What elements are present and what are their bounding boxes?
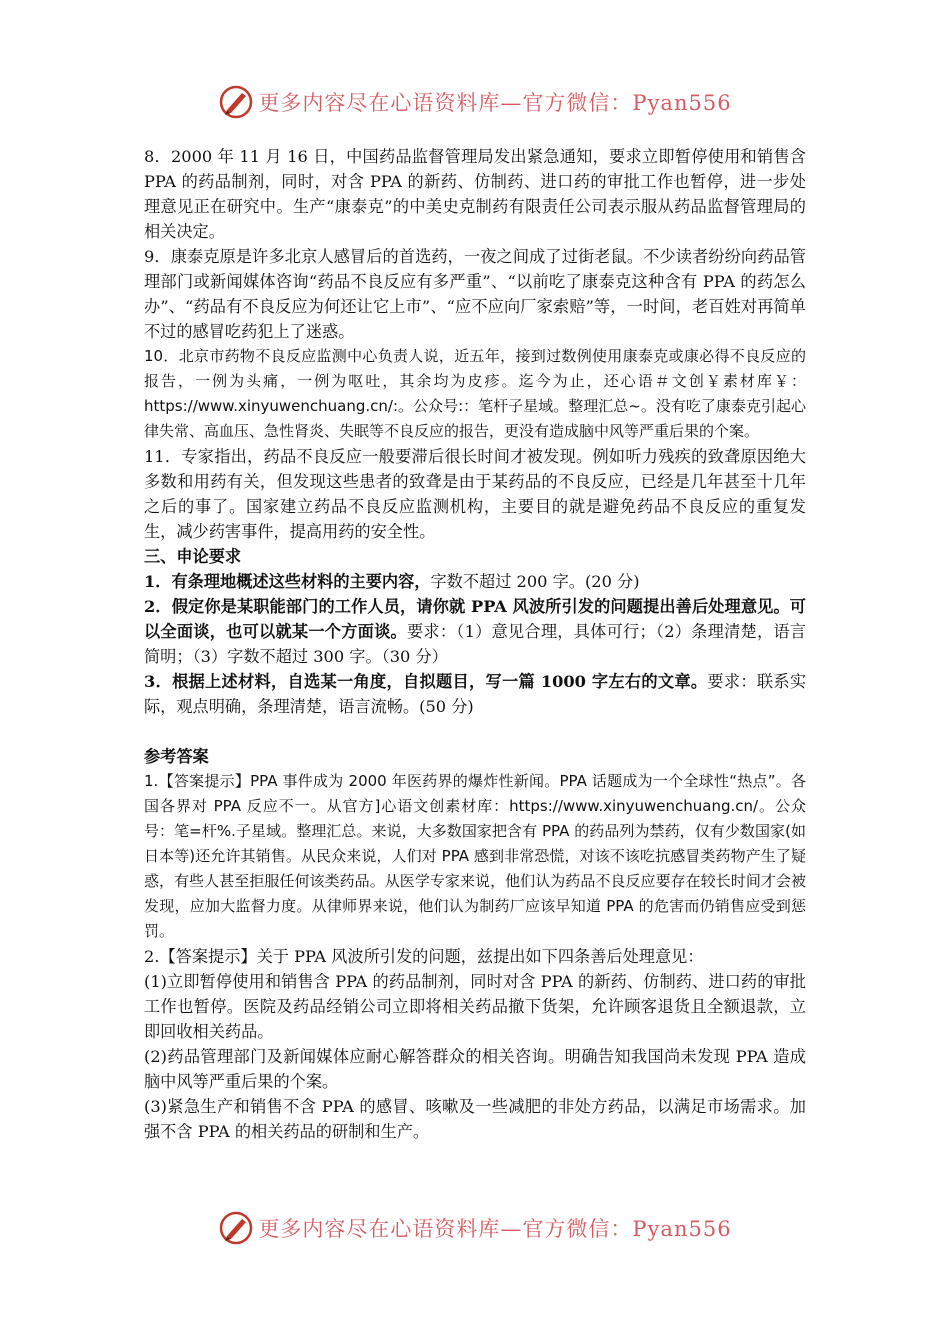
requirement-3-bold: 3．根据上述材料，自选某一角度，自拟题目，写一篇 1000 字左右的文章。 xyxy=(144,672,708,691)
answer-2-item-3: (3)紧急生产和销售不含 PPA 的感冒、咳嗽及一些减肥的非处方药品，以满足市场需求。加强不含 PPA 的相关药品的研制和生产。 xyxy=(144,1097,806,1141)
paragraph-11: 11．专家指出，药品不良反应一般要滞后很长时间才被发现。例如听力残疾的致聋原因绝大多数和用药有关，但发现这些患者的致聋是由于某药品的不良反应，已经是几年甚至十几年之后的事了。国家建立药品不良反应监测机构，主要目的就是避免药品不良反应的重复发生，减少药害事件，提高用药的安全性。 xyxy=(144,447,806,541)
paragraph-10: 10．北京市药物不良反应监测中心负责人说，近五年，接到过数例使用康泰克或康必得不良反应的报告，一例为头痛，一例为呕吐，其余均为皮疹。迄今为止，还心语＃文创￥素材库￥：https://www.xinyuwenchuang.cn/:。公众号:：笔杆子星域。整理汇总~。没有吃了康泰克引起心律失常、高血压、急性肾炎、失眠等不良反应的报告，更没有造成脑中风等严重后果的个案。 xyxy=(144,347,806,440)
paragraph-8: 8．2000 年 11 月 16 日，中国药品监督管理局发出紧急通知，要求立即暂停使用和销售含 PPA 的药品制剂，同时，对含 PPA 的新药、仿制药、进口药的审批工作也暂停，进一步处理意见正在研究中。生产“康泰克”的中美史克制药有限责任公司表示服从药品监督管理局的相关决定。 xyxy=(144,147,806,241)
answer-2-intro: 2.【答案提示】关于 PPA 风波所引发的问题，兹提出如下四条善后处理意见： xyxy=(144,947,704,966)
requirement-2-bold: 2．假定你是某职能部门的工作人员，请你就 PPA 风波所引发的问题提出善后处理意见。可以全面谈，也可以就某一个方面谈。 xyxy=(144,597,806,641)
banner-text: 更多内容尽在心语资料库—官方微信：Pyan556 xyxy=(258,91,732,115)
spacer xyxy=(144,719,806,744)
requirement-1-bold: 1．有条理地概述这些材料的主要内容， xyxy=(144,572,431,591)
answers-heading: 参考答案 xyxy=(144,747,209,766)
requirement-3 xyxy=(144,669,806,719)
answer-2-item-2: (2)药品管理部门及新闻媒体应耐心解答群众的相关咨询。明确告知我国尚未发现 PPA 造成脑中风等严重后果的个案。 xyxy=(144,1047,806,1091)
paragraph-9: 9．康泰克原是许多北京人感冒后的首选药，一夜之间成了过街老鼠。不少读者纷纷向药品管理部门或新闻媒体咨询“药品不良反应有多严重”、“以前吃了康泰克这种含有 PPA 的药怎么办”、“药品有不良反应为何还让它上市”、“应不应向厂家索赔”等，一时间，老百姓对再简单不过的感冒吃药犯上了迷惑。 xyxy=(144,247,806,341)
requirement-1-rest: 字数不超过 200 字。(20 分) xyxy=(430,572,640,591)
requirement-2 xyxy=(144,594,806,669)
requirements-heading: 三、申论要求 xyxy=(144,547,242,566)
requirement-1 xyxy=(144,569,806,594)
requirement-2-rest: 要求：（1）意见合理，具体可行；（2）条理清楚，语言简明；（3）字数不超过 300 字。（30 分） xyxy=(144,622,807,666)
answer-1: 1.【答案提示】PPA 事件成为 2000 年医药界的爆炸性新闻。PPA 话题成为一个全球性“热点”。各国各界对 PPA 反应不一。从官方]心语文创素材库：https://www.xinyuwenchuang.cn/。公众号：笔=杆%.子星域。整理汇总。来说，大多数国家把含有 PPA 的药品列为禁药，仅有少数国家(如日本等)还允许其销售。从民众来说，人们对 PPA 感到非常恐慌，对该不该吃抗感冒类药物产生了疑惑，有些人甚至拒服任何该类药品。从医学专家来说，他们认为药品不良反应要存在较长时间才会被发现，应加大监督力度。从律师界来说，他们认为制药厂应该早知道 PPA 的危害而仍销售应受到惩罚。 xyxy=(144,772,806,940)
document-body xyxy=(144,144,806,1144)
requirement-3-rest: 要求：联系实际，观点明确，条理清楚，语言流畅。(50 分) xyxy=(144,672,807,716)
pen-logo-icon xyxy=(218,84,254,120)
answer-2-item-1: (1)立即暂停使用和销售含 PPA 的药品制剂，同时对含 PPA 的新药、仿制药、进口药的审批工作也暂停。医院及药品经销公司立即将相关药品撤下货架，允许顾客退货且全额退款，立即回收相关药品。 xyxy=(144,972,806,1041)
banner-text: 更多内容尽在心语资料库—官方微信：Pyan556 xyxy=(258,1217,732,1241)
footer-banner xyxy=(0,1208,950,1248)
header-banner xyxy=(0,82,950,122)
pen-logo-icon xyxy=(218,1210,254,1246)
